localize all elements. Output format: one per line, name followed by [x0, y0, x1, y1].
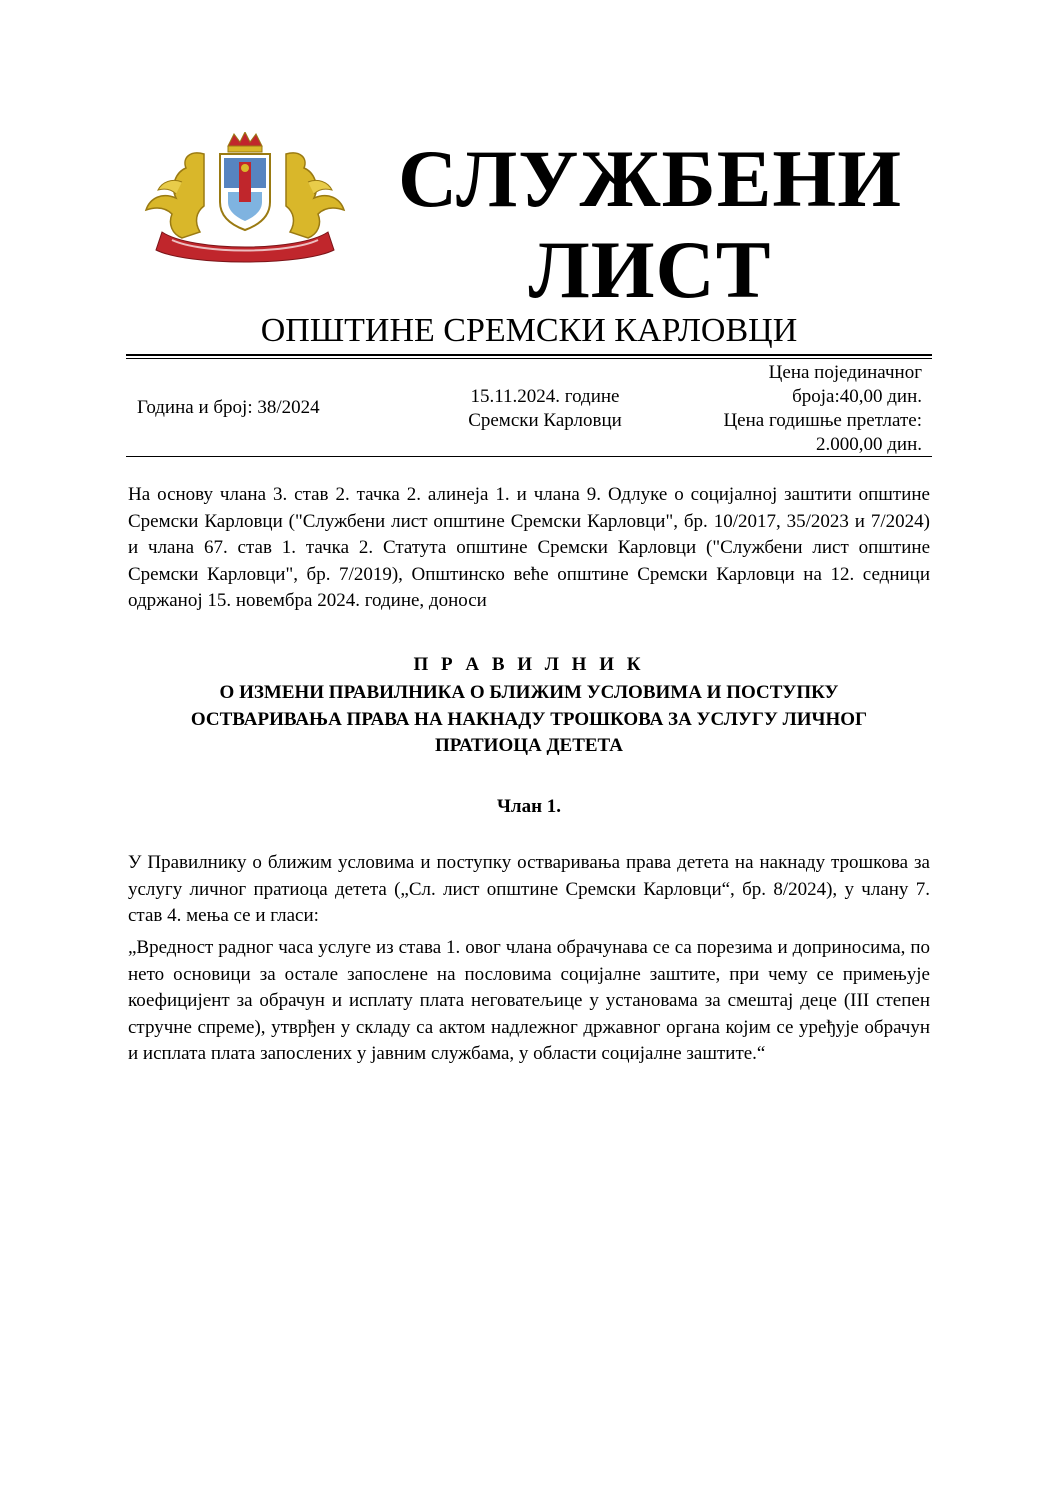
issue-number: Година и број: 38/2024	[137, 397, 320, 418]
document-title-line: ПРАТИОЦА ДЕТЕТА	[434, 735, 624, 756]
issue-date-block	[440, 385, 650, 433]
article-paragraph-1: У Правилнику о ближим условима и поступку остваривања права детета на накнаду трошкова за услугу личног пратиоца детета („Сл. лист општине Сремски Карловци“, бр. 8/2024), у члану 7. став 4. мења се и гласи:	[128, 852, 930, 926]
issue-place: Сремски Карловци	[468, 410, 622, 431]
masthead-subtitle: ОПШТИНЕ СРЕМСКИ КАРЛОВЦИ	[260, 312, 798, 349]
coat-of-arms-icon	[142, 132, 348, 264]
info-divider	[126, 456, 932, 457]
document-title-line: ОСТВАРИВАЊА ПРАВА НА НАКНАДУ ТРОШКОВА ЗА УСЛУГУ ЛИЧНОГ	[190, 708, 868, 730]
price-annual-line1: Цена годишње претлате:	[723, 410, 922, 431]
preamble-paragraph: На основу члана 3. став 2. тачка 2. алинеја 1. и члана 9. Одлуке о социјалној заштити општине Сремски Карловци ("Службени лист општине Сремски Карловци", бр. 10/2017, 35/2023 и 7/2024) и члана 67. став 1. тачка 2. Статута општине Сремски Карловци ("Службени лист општине Сремски Карловци", бр. 7/2019), Општинско веће општине Сремски Карловци на 12. седници одржаној 15. новембра 2024. године, доноси	[128, 484, 930, 611]
issue-date: 15.11.2024. године	[470, 386, 620, 407]
header-divider-thin	[126, 358, 932, 359]
price-block	[660, 361, 922, 457]
article-heading: Члан 1.	[496, 796, 562, 817]
masthead-title-line2: ЛИСТ	[528, 224, 772, 315]
price-single-line2: броја:40,00 дин.	[792, 386, 922, 407]
document-type: П Р А В И Л Н И К	[413, 654, 645, 675]
header-divider	[126, 354, 932, 356]
document-title	[128, 680, 930, 760]
price-single-line1: Цена појединачног	[768, 362, 922, 383]
article-paragraph-2: „Вредност радног часа услуге из става 1. овог члана обрачунава се са порезима и доприносима, по нето основици за остале запослене на пословима социјалне заштите, при чему се примењује коефицијент за обрачун и исплату плата неговатељице у установама за смештај деце (III степен стручне спреме), утврђен у складу са актом надлежног државног органа којим се уређује обрачун и исплата плата запослених у јавним службама, у области социјалне заштите.“	[128, 937, 930, 1064]
price-annual-line2: 2.000,00 дин.	[815, 434, 922, 455]
document-title-line: О ИЗМЕНИ ПРАВИЛНИКА О БЛИЖИМ УСЛОВИМА И ПОСТУПКУ	[219, 682, 839, 703]
masthead-title-line1: СЛУЖБЕНИ	[397, 133, 902, 224]
